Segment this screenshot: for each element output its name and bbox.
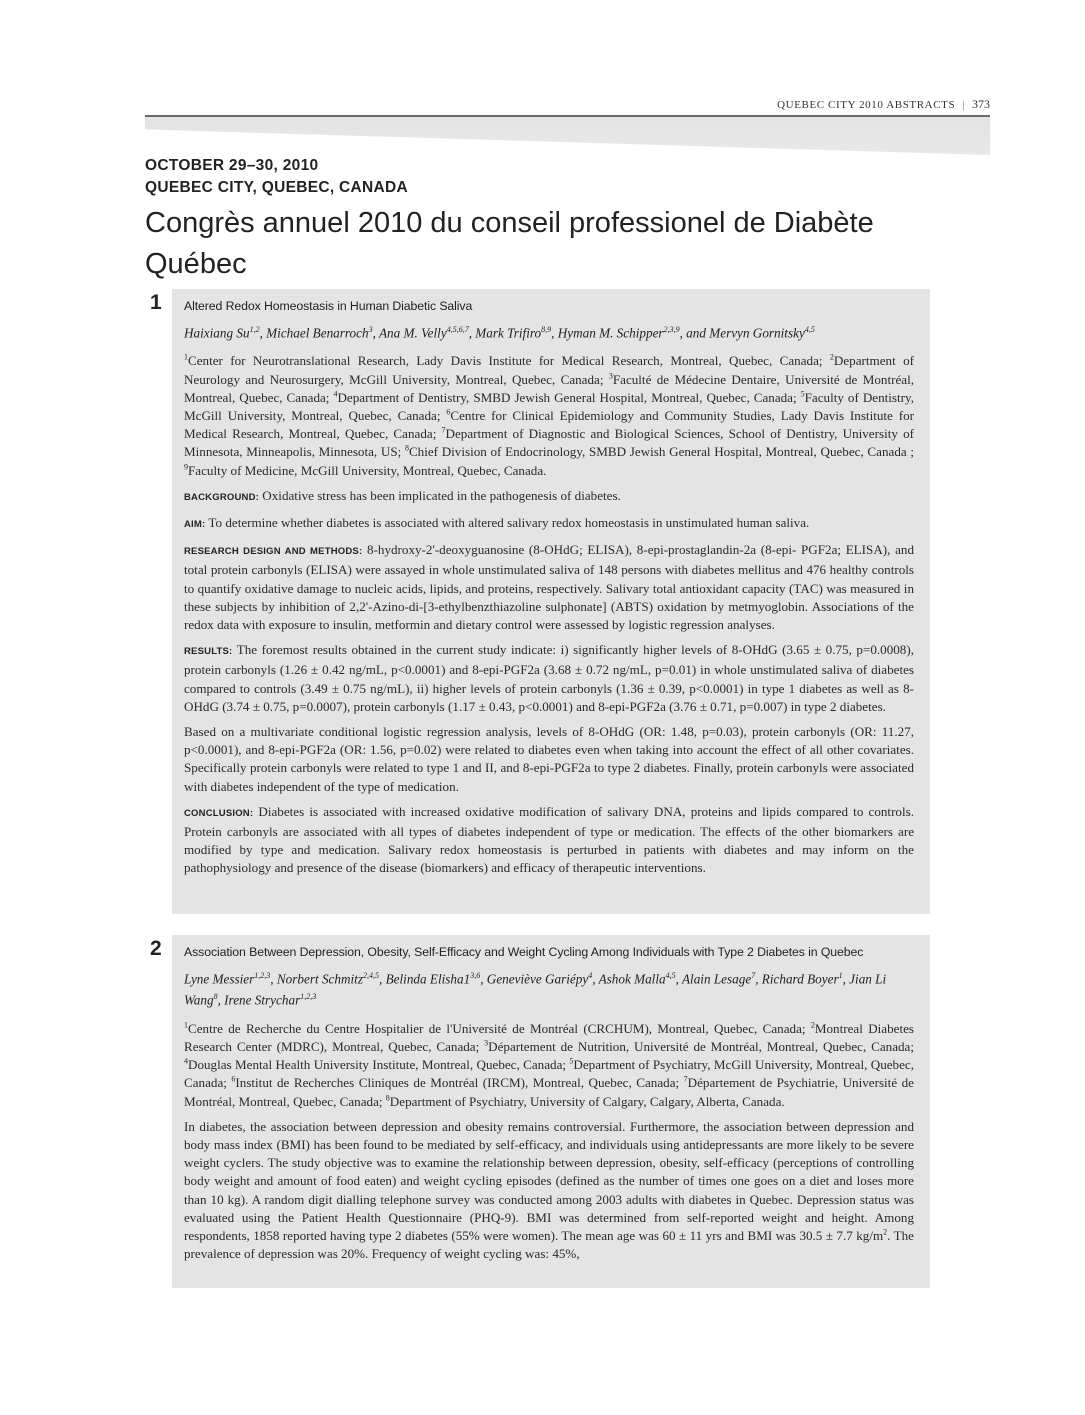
affiliation-text: Department of Psychiatry, University of Calgary, Calgary, Alberta, Canada. bbox=[389, 1093, 785, 1109]
abstract-number-block bbox=[145, 289, 172, 316]
affiliation-marker: 8 bbox=[404, 444, 409, 454]
affiliation-marker: 6 bbox=[446, 407, 451, 417]
author-list bbox=[184, 967, 914, 1010]
event-location: QUEBEC CITY, QUEBEC, CANADA bbox=[145, 179, 409, 196]
abstract-text bbox=[184, 1118, 914, 1264]
author-affiliation-marker: 4,5 bbox=[665, 971, 676, 980]
affiliation-marker: 1 bbox=[184, 353, 188, 363]
event-dates: OCTOBER 29–30, 2010 bbox=[145, 157, 319, 174]
author-separator: , bbox=[842, 971, 850, 987]
abstract-title: Association Between Depression, Obesity, Self-Efficacy and Weight Cycling Among Individuals with Type 2 Diabetes in Quebec bbox=[184, 945, 864, 959]
affiliation-marker: 3 bbox=[484, 1038, 489, 1048]
affiliation-text: Department of Neurology and Neurosurgery, McGill University, Montreal, Quebec, Canada; bbox=[184, 353, 914, 387]
author-name: Jian Li Wang bbox=[184, 971, 887, 1008]
author-name: Haixiang Su bbox=[184, 325, 250, 341]
abstract-number: 2 bbox=[150, 937, 162, 960]
author-separator: , bbox=[259, 325, 267, 341]
body-text: . The prevalence of depression was 20%. Frequency of weight cycling was: 45%, bbox=[184, 1228, 914, 1262]
author-name: Mark Trifiro bbox=[475, 325, 542, 341]
affiliation-text: Montreal Diabetes Research Center (MDRC), Montreal, Quebec, Canada; bbox=[184, 1020, 915, 1054]
affiliation-text: Centre for Clinical Epidemiology and Community Studies, Lady Davis Institute for Medical Research, Montreal, Quebec, Canada; bbox=[184, 408, 914, 442]
affiliation-marker: 4 bbox=[184, 1056, 188, 1066]
author-separator: , bbox=[675, 971, 682, 987]
affiliation-text: Centre de Recherche du Centre Hospitalier de l'Université de Montréal (CRCHUM), Montreal, Quebec, Canada; bbox=[188, 1020, 811, 1036]
author-name: Ashok Malla bbox=[598, 971, 666, 987]
section-results-continued bbox=[184, 723, 914, 796]
affiliation-marker: 1 bbox=[184, 1020, 188, 1030]
author-affiliation-marker: 4,5 bbox=[804, 325, 815, 334]
author-affiliation-marker: 3,6 bbox=[470, 971, 481, 980]
section-label: AIM: bbox=[184, 519, 206, 531]
section-methods bbox=[184, 541, 914, 634]
affiliation-marker: 9 bbox=[184, 462, 188, 472]
affiliation-text: Faculty of Dentistry, McGill University, Montreal, Quebec, Canada; bbox=[184, 389, 914, 423]
author-affiliation-marker: 1,2,3 bbox=[300, 992, 317, 1002]
section-text: The foremost results obtained in the current study indicate: i) significantly higher levels of 8-OHdG (3.65 ± 0.75, p=0.0008), protein carbonyls (1.26 ± 0.42 ng/mL, p<0.0001) and 8-epi-PGF2a (3.68 ± 0.72 ng/mL, p=0.01) in whole unstimulated saliva of diabetes compared to controls (3.49 ± 0.75 ng/mL), ii) higher levels of protein carbonyls (1.36 ± 0.39, p<0.0001) in type 1 diabetes as well as 8-OHdG (3.74 ± 0.75, p=0.0007), protein carbonyls (1.17 ± 0.43, p<0.0001) and 8-epi-PGF2a (3.76 ± 0.71, p=0.007) in type 2 diabetes. bbox=[184, 642, 914, 714]
author-affiliation-marker: 4,5,6,7 bbox=[446, 325, 469, 334]
affiliation-marker: 2 bbox=[810, 1020, 815, 1030]
author-affiliation-marker: 2,4,5 bbox=[362, 971, 379, 980]
author-affiliation-marker: 1,2 bbox=[249, 325, 260, 334]
author-affiliation-marker: 8,9 bbox=[541, 325, 552, 334]
header-rule-band bbox=[145, 115, 990, 155]
section-label: RESEARCH DESIGN AND METHODS: bbox=[184, 546, 363, 558]
author-name: Geneviève Gariépy bbox=[486, 971, 589, 987]
affiliation-text: Douglas Mental Health University Institute, Montreal, Quebec, Canada; bbox=[188, 1057, 570, 1073]
affiliation-marker: 8 bbox=[385, 1093, 390, 1103]
abstract-body bbox=[172, 935, 930, 1288]
author-name: Hyman M. Schipper bbox=[557, 325, 664, 341]
section-text: Oxidative stress has been implicated in the pathogenesis of diabetes. bbox=[259, 487, 621, 503]
author-separator: , bbox=[551, 325, 558, 341]
page-title: Congrès annuel 2010 du conseil professionel de Diabète Québec bbox=[145, 207, 874, 280]
section-label: CONCLUSION: bbox=[184, 807, 254, 819]
abstract-body bbox=[172, 289, 930, 914]
author-affiliation-marker: 7 bbox=[751, 971, 756, 980]
affiliation-text: Département de Nutrition, Université de Montréal, Montreal, Quebec, Canada; bbox=[488, 1038, 915, 1054]
affiliation-marker: 6 bbox=[231, 1075, 236, 1085]
author-affiliation-marker: 2,3,9 bbox=[663, 325, 680, 334]
author-affiliation-marker: 8 bbox=[213, 992, 218, 1002]
author-separator: , bbox=[755, 971, 762, 987]
affiliation-marker: 2 bbox=[829, 353, 834, 363]
author-name: Michael Benarroch bbox=[266, 325, 369, 341]
author-name: Richard Boyer bbox=[761, 971, 839, 987]
section-text: Based on a multivariate conditional logistic regression analysis, levels of 8-OHdG (OR: 1.48, p=0.03), protein carbonyls (OR: 11.27, p<0.0001), and 8-epi-PGF2a (OR: 1.56, p=0.02) were related to diabetes even when taking into account the effect of all other covariates. Specifically protein carbonyls were related to type 1 and II, and 8-epi-PGF2a to type 2 diabetes. Finally, protein carbonyls were associated with diabetes independent of the type of medication. bbox=[184, 724, 914, 794]
affiliation-marker: 7 bbox=[441, 425, 446, 435]
affiliation-marker: 4 bbox=[333, 389, 338, 399]
affiliation-marker: 5 bbox=[569, 1056, 574, 1066]
author-affiliation-marker: 1 bbox=[838, 971, 843, 980]
header-separator: | bbox=[962, 99, 965, 111]
affiliation-text: Department of Psychiatry, McGill University, Montreal, Quebec, Canada; bbox=[184, 1057, 914, 1091]
author-name: Mervyn Gornitsky bbox=[709, 325, 805, 341]
affiliation-text: Department of Dentistry, SMBD Jewish General Hospital, Montreal, Quebec, Canada; bbox=[337, 389, 801, 405]
author-separator: , bbox=[270, 971, 277, 987]
author-name: Alain Lesage bbox=[681, 971, 752, 987]
author-separator: , bbox=[480, 971, 487, 987]
affiliation-text: Institut de Recherches Cliniques de Montréal (IRCM), Montreal, Quebec, Canada; bbox=[235, 1075, 684, 1091]
section-conclusion bbox=[184, 803, 914, 878]
affiliation-text: Center for Neurotranslational Research, Lady Davis Institute for Medical Research, Montreal, Quebec, Canada; bbox=[188, 353, 830, 369]
affiliations bbox=[184, 352, 914, 479]
abstract-title: Altered Redox Homeostasis in Human Diabetic Saliva bbox=[184, 299, 473, 313]
section-label: BACKGROUND: bbox=[184, 491, 260, 503]
affiliations bbox=[184, 1020, 914, 1111]
author-separator: , bbox=[372, 325, 379, 341]
superscript: 2 bbox=[883, 1227, 888, 1237]
author-separator: , and bbox=[679, 325, 710, 341]
author-separator: , bbox=[468, 325, 476, 341]
author-separator: , bbox=[217, 992, 225, 1008]
author-name: Lyne Messier bbox=[184, 971, 255, 987]
section-aim bbox=[184, 514, 914, 534]
page-number: 373 bbox=[972, 97, 990, 111]
author-name: Irene Strychar bbox=[224, 992, 301, 1008]
section-background bbox=[184, 487, 914, 507]
affiliation-text: Chief Division of Endocrinology, SMBD Jewish General Hospital, Montreal, Quebec, Canada ; bbox=[408, 444, 915, 460]
affiliation-text: Department of Diagnostic and Biological Sciences, School of Dentistry, University of Minnesota, Minneapolis, Minnesota, US; bbox=[184, 426, 914, 460]
author-affiliation-marker: 4 bbox=[588, 971, 593, 980]
section-text: To determine whether diabetes is associated with altered salivary redox homeostasis in unstimulated human saliva. bbox=[205, 515, 810, 531]
section-label: RESULTS: bbox=[184, 646, 233, 658]
section-text: Diabetes is associated with increased oxidative modification of salivary DNA, proteins and lipids compared to controls. Protein carbonyls are associated with all types of diabetes independent of type or medication. The effects of the other biomarkers are modified by type and medication. Salivary redox homeostasis is perturbed in patients with diabetes and may inform on the pathophysiology and presence of the disease (biomarkers) and efficacy of therapeutic interventions. bbox=[184, 803, 914, 876]
affiliation-marker: 3 bbox=[608, 371, 613, 381]
running-title: QUEBEC CITY 2010 ABSTRACTS bbox=[777, 99, 956, 111]
affiliation-text: Département de Psychiatrie, Université de Montréal, Montreal, Quebec, Canada; bbox=[184, 1075, 914, 1109]
abstract-number: 1 bbox=[150, 291, 162, 314]
author-affiliation-marker: 1,2,3 bbox=[254, 971, 271, 980]
section-results bbox=[184, 641, 914, 716]
running-head bbox=[145, 97, 990, 112]
affiliation-text: Faculty of Medicine, McGill University, Montreal, Quebec, Canada. bbox=[188, 462, 547, 478]
section-text: 8-hydroxy-2'-deoxyguanosine (8-OHdG; ELISA), 8-epi-prostaglandin-2a (8-epi- PGF2a; ELISA), and total protein carbonyls (ELISA) were assayed in whole unstimulated saliva of 148 persons with diabetes mellitus and 476 healthy controls to quantify oxidative damage to nucleic acids, lipids, and proteins, respectively. Salivary total antioxidant capacity (TAC) was measured in these subjects by inhibition of 2,2'-Azino-di-[3-ethylbenzthiazoline sulphonate] (ABTS) oxidation by metmyoglobin. Associations of the redox data with exposure to insulin, metformin and dietary control were assessed by logistic regression analyses. bbox=[184, 542, 914, 633]
body-text: In diabetes, the association between depression and obesity remains controversial. Furthermore, the association between depression and body mass index (BMI) has been found to be mediated by self-efficacy, and individuals using antidepressants are more likely to be severe weight cyclers. The study objective was to examine the relationship between depression, obesity, self-efficacy (perceptions of controlling body weight and amount of food eaten) and weight cycling episodes (defined as the number of times one goes on a diet and loses more than 10 kg). A random digit dialling telephone survey was conducted among 2003 adults with diabetes in Quebec. Depression status was evaluated using the Patient Health Questionnaire (PHQ-9). BMI was determined from self-reported weight and height. Among respondents, 1858 reported having type 2 diabetes (55% were women). The mean age was 60 ± 11 yrs and BMI was 30.5 ± 7.7 kg/m bbox=[184, 1118, 914, 1244]
author-name: Belinda Elisha1 bbox=[385, 971, 471, 987]
abstract-number-block bbox=[145, 935, 172, 962]
author-name: Ana M. Velly bbox=[378, 325, 447, 341]
affiliation-marker: 5 bbox=[800, 389, 805, 399]
author-separator: , bbox=[378, 971, 386, 987]
author-name: Norbert Schmitz bbox=[276, 971, 363, 987]
author-separator: , bbox=[592, 971, 599, 987]
affiliation-text: Faculté de Médecine Dentaire, Université de Montréal, Montreal, Quebec, Canada; bbox=[184, 371, 914, 405]
author-list bbox=[184, 321, 914, 342]
affiliation-marker: 7 bbox=[683, 1075, 688, 1085]
author-affiliation-marker: 3 bbox=[368, 325, 373, 334]
